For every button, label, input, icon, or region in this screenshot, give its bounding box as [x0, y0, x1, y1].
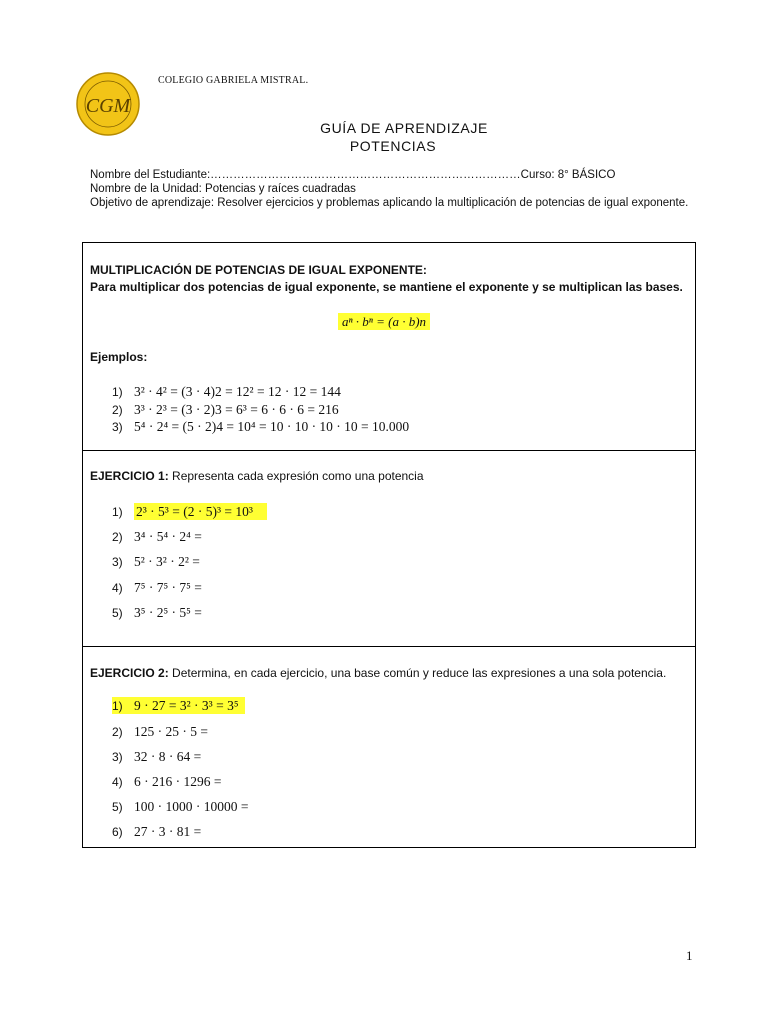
ejercicio1-item: 1) 2³ · 5³ = (2 · 5)³ = 10³: [112, 503, 267, 521]
ejercicio2-item: 1) 9 · 27 = 3² · 3³ = 3⁵: [112, 697, 245, 715]
ejercicio2-item: 2) 125 · 25 · 5 =: [112, 724, 208, 739]
example-row: 1) 3² · 4² = (3 · 4)2 = 12² = 12 · 12 = 144: [112, 384, 341, 399]
ejercicio2-item: 5) 100 · 1000 · 10000 =: [112, 799, 249, 814]
example-row: 3) 5⁴ · 2⁴ = (5 · 2)4 = 10⁴ = 10 · 10 · 10 · 10 = 10.000: [112, 419, 410, 434]
rule-heading: MULTIPLICACIÓN DE POTENCIAS DE IGUAL EXPONENTE:: [90, 263, 427, 277]
ejercicio1-item: 3) 5² · 3² · 2² =: [112, 554, 200, 569]
page-subtitle: POTENCIAS: [349, 138, 437, 154]
section-divider-2: [82, 646, 696, 647]
page-title: GUÍA DE APRENDIZAJE: [320, 120, 488, 136]
ejercicio1-heading: EJERCICIO 1: Representa cada expresión como una potencia: [90, 469, 424, 483]
ejercicio2-item: 4) 6 · 216 · 1296 =: [112, 774, 222, 789]
logo-letters: CGM: [85, 95, 131, 117]
school-name: COLEGIO GABRIELA MISTRAL.: [158, 75, 309, 86]
example-row: 2) 3³ · 2³ = (3 · 2)3 = 6³ = 6 · 6 · 6 = 216: [112, 402, 339, 417]
ejercicio2-item: 6) 27 · 3 · 81 =: [112, 824, 202, 839]
rule-formula: aⁿ · bⁿ = (a · b)n: [0, 314, 768, 330]
page-number: 1: [686, 948, 693, 963]
examples-label: Ejemplos:: [90, 350, 148, 364]
unit-line: Nombre de la Unidad: Potencias y raíces cuadradas: [90, 183, 356, 195]
student-line: Nombre del Estudiante:………………………………………………………………………Curso: 8° BÁSICO: [90, 169, 616, 181]
objective-line: Objetivo de aprendizaje: Resolver ejercicios y problemas aplicando la multiplicación de potencias de igual exponente.: [90, 197, 689, 209]
section-divider-1: [82, 450, 696, 451]
ejercicio1-item: 2) 3⁴ · 5⁴ · 2⁴ =: [112, 529, 202, 544]
ejercicio2-item: 3) 32 · 8 · 64 =: [112, 749, 202, 764]
ejercicio1-item: 4) 7⁵ · 7⁵ · 7⁵ =: [112, 580, 202, 595]
ejercicio1-item: 5) 3⁵ · 2⁵ · 5⁵ =: [112, 605, 202, 620]
ejercicio2-heading: EJERCICIO 2: Determina, en cada ejercicio, una base común y reduce las expresiones a una sola potencia.: [90, 666, 667, 680]
rule-text: Para multiplicar dos potencias de igual exponente, se mantiene el exponente y se multiplican las bases.: [90, 280, 683, 294]
